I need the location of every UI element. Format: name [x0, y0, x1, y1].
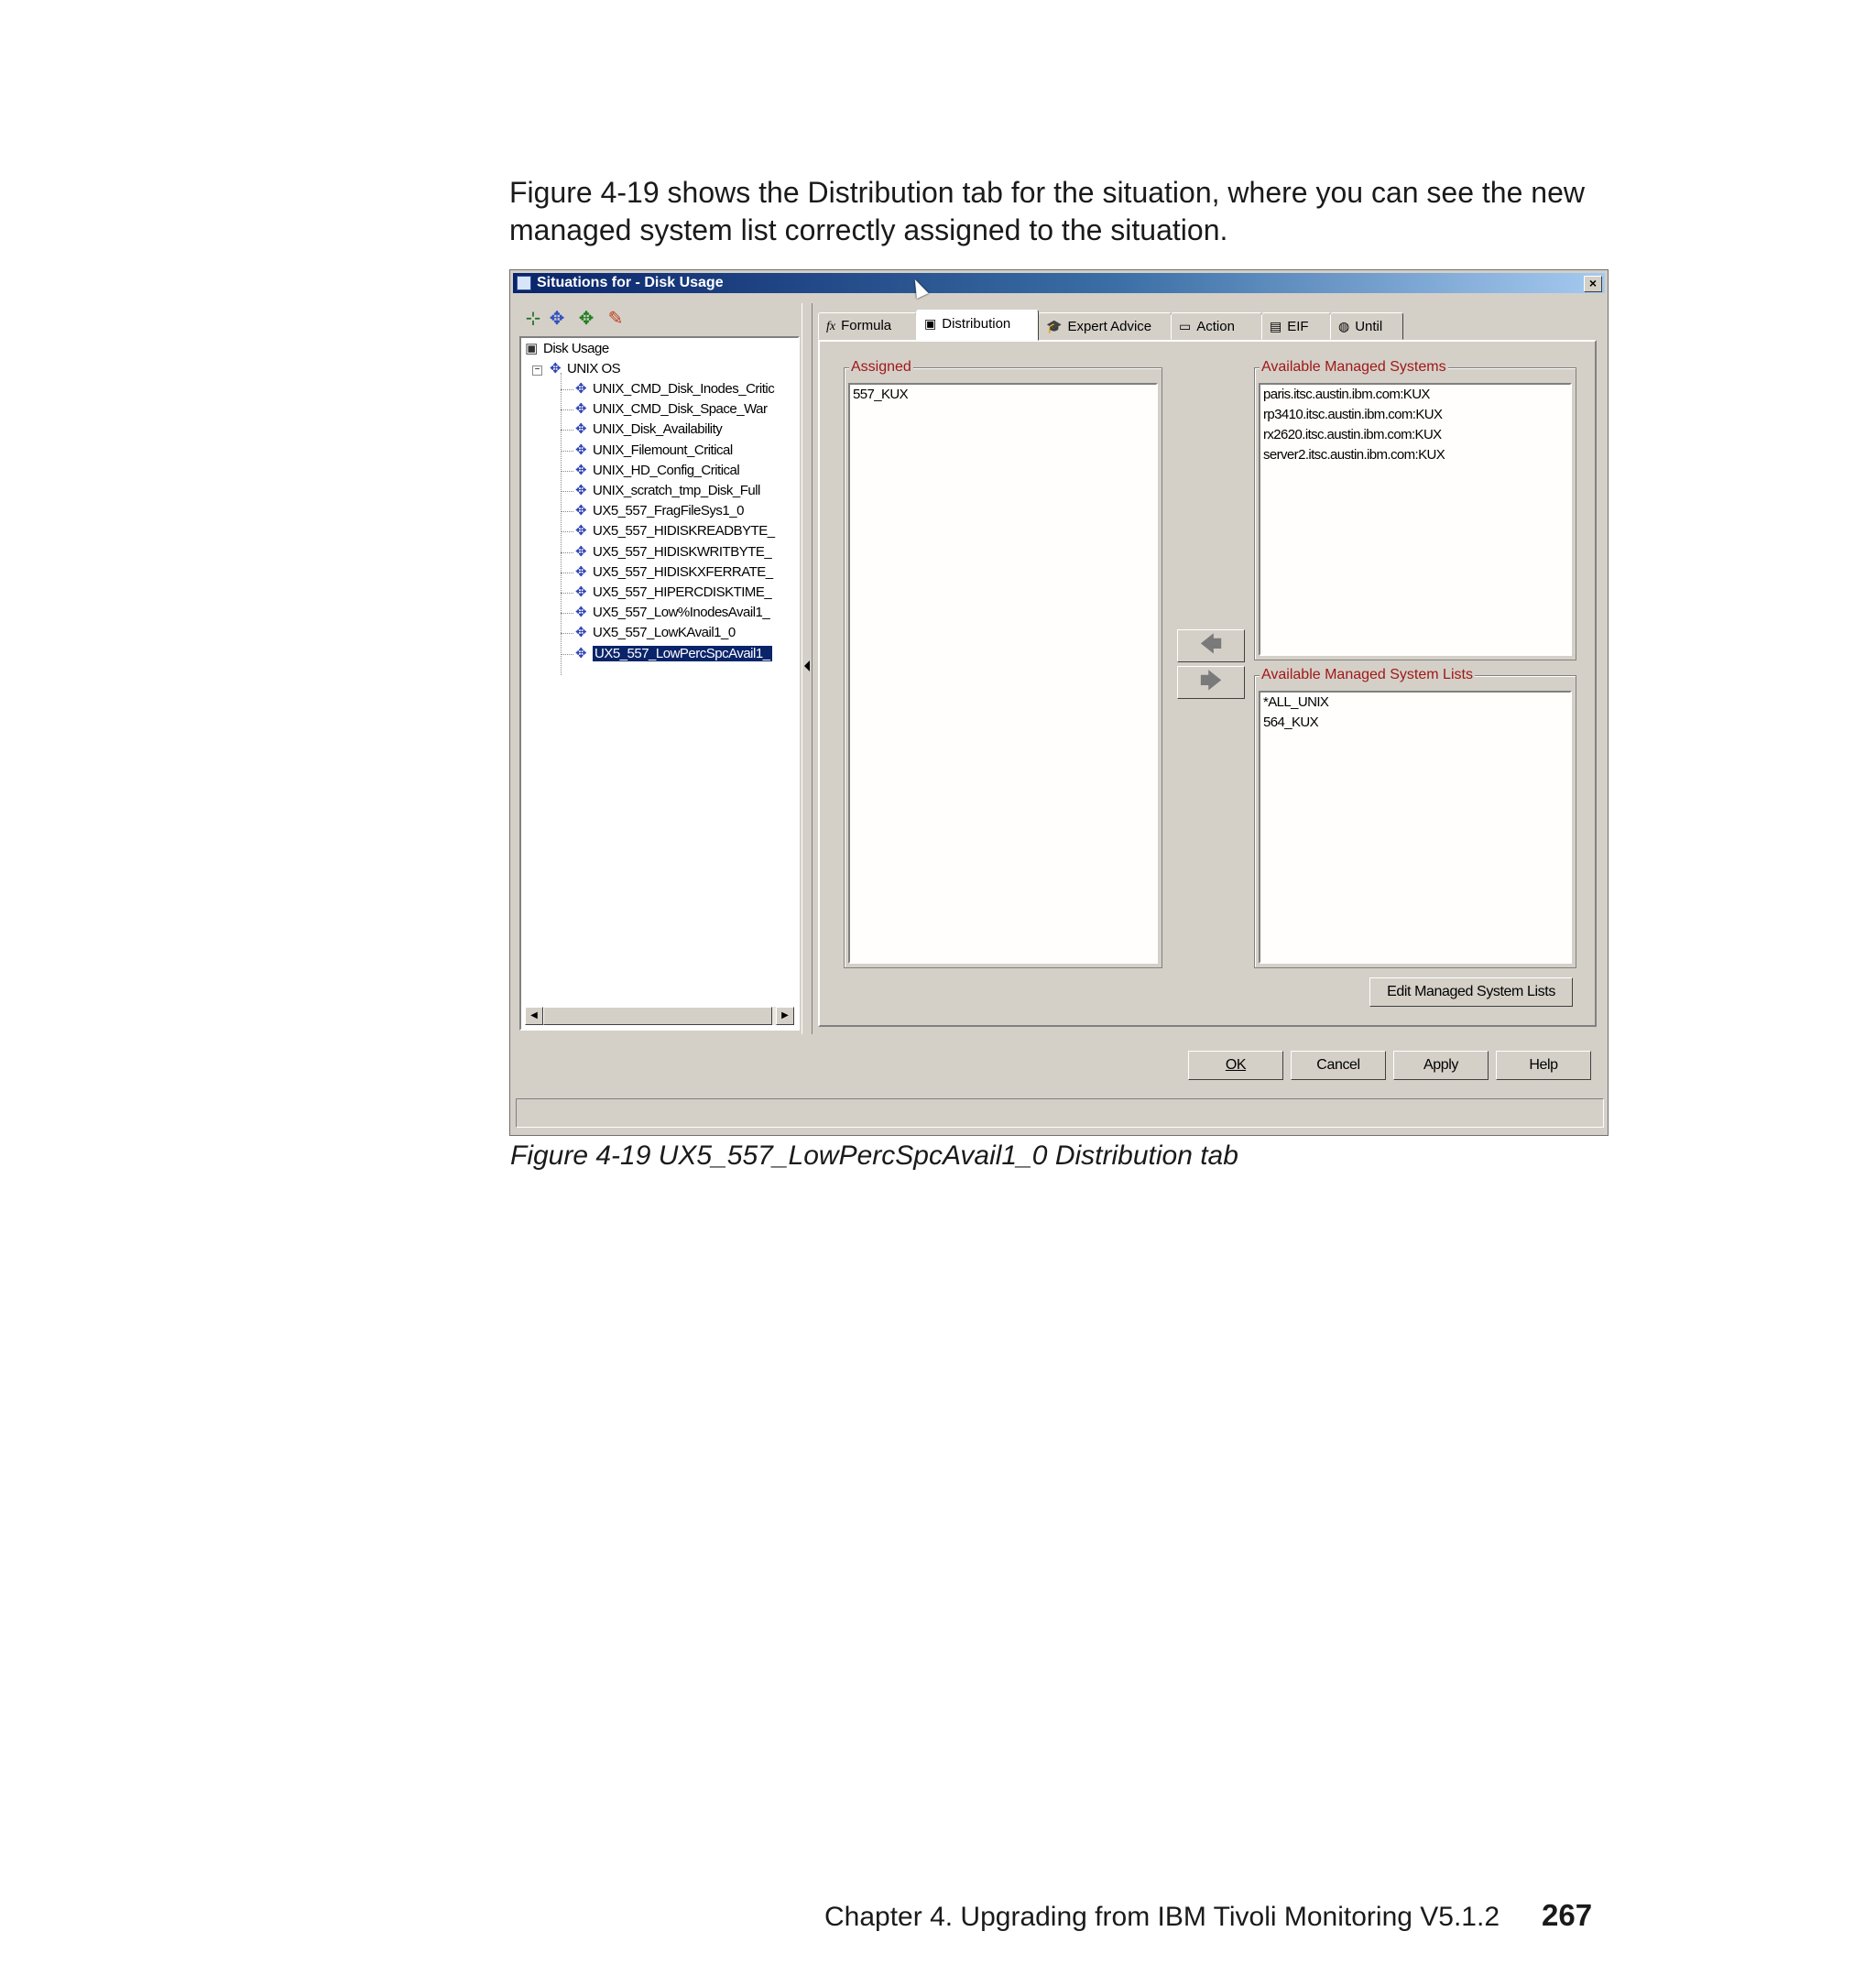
situation-icon: ✥	[574, 563, 587, 580]
help-button[interactable]: Help	[1496, 1051, 1591, 1080]
situation-tree-pane	[519, 303, 809, 1036]
tab-eif[interactable]: ▤ EIF	[1261, 312, 1331, 340]
expert-advice-icon: 🎓	[1046, 319, 1063, 333]
situation-icon: ✥	[574, 503, 587, 519]
tree-item[interactable]: ✥ UNIX_Disk_Availability	[573, 420, 722, 439]
distribution-panel	[818, 340, 1597, 1027]
create-another-icon[interactable]: ✥	[549, 309, 565, 329]
list-item[interactable]: rx2620.itsc.austin.ibm.com:KUX	[1263, 427, 1442, 442]
assigned-list[interactable]	[848, 383, 1158, 964]
tree-toolbar	[519, 303, 809, 334]
situation-icon: ✥	[574, 442, 587, 458]
figure-caption: Figure 4-19 UX5_557_LowPercSpcAvail1_0 Distribution tab	[510, 1140, 1238, 1171]
tree-root-disk-usage[interactable]: ▣ Disk Usage	[523, 340, 609, 358]
move-left-button[interactable]	[1177, 629, 1245, 662]
scroll-thumb[interactable]	[543, 1007, 772, 1025]
situation-icon: ✥	[574, 462, 587, 478]
list-item[interactable]: rp3410.itsc.austin.ibm.com:KUX	[1263, 407, 1443, 422]
page-number: 267	[1542, 1898, 1593, 1932]
list-item[interactable]: 557_KUX	[853, 387, 909, 402]
intro-paragraph: Figure 4-19 shows the Distribution tab for the situation, where you can see the new managed system list correctly assigned to the situation.	[509, 176, 1585, 246]
collapse-arrow-icon[interactable]	[804, 660, 810, 671]
tree-item[interactable]: ✥ UNIX_scratch_tmp_Disk_Full	[573, 482, 760, 500]
available-systems-list[interactable]	[1259, 383, 1572, 656]
available-systems-label: Available Managed Systems	[1261, 359, 1446, 375]
ok-button[interactable]: OK	[1188, 1051, 1283, 1080]
title-bar	[513, 273, 1605, 293]
tree-item[interactable]: ✥ UX5_557_LowKAvail1_0	[573, 624, 736, 642]
list-item[interactable]: 564_KUX	[1263, 715, 1319, 730]
tree-item[interactable]: ✥ UNIX_CMD_Disk_Inodes_Critic	[573, 380, 774, 398]
chapter-title: Chapter 4. Upgrading from IBM Tivoli Monitoring V5.1.2	[824, 1902, 1500, 1932]
tab-action[interactable]: ▭ Action	[1171, 312, 1262, 340]
situation-icon: ✥	[574, 645, 587, 661]
arrow-right-icon: 🡆	[1199, 669, 1223, 693]
eif-icon: ▤	[1270, 319, 1282, 333]
tree-item[interactable]: ✥ UNIX_Filemount_Critical	[573, 442, 733, 460]
tree-item[interactable]: ✥ UX5_557_HIDISKREADBYTE_	[573, 522, 775, 540]
tree-item[interactable]: ✥ UNIX_CMD_Disk_Space_War	[573, 400, 768, 419]
scroll-left-icon[interactable]: ◀	[525, 1007, 543, 1025]
available-systems-group	[1254, 359, 1576, 660]
scroll-right-icon[interactable]: ▶	[776, 1007, 794, 1025]
situations-dialog	[509, 269, 1609, 1136]
situation-icon: ✥	[574, 401, 587, 418]
tree-item[interactable]: ✥ UX5_557_Low%InodesAvail1_	[573, 604, 769, 622]
dialog-title: Situations for - Disk Usage	[537, 275, 724, 290]
assigned-label: Assigned	[851, 359, 911, 375]
mouse-cursor-icon	[909, 277, 928, 299]
situation-icon: ✥	[574, 381, 587, 397]
situation-icon: ✥	[574, 625, 587, 641]
status-bar	[516, 1098, 1604, 1128]
tree-item[interactable]: ✥ UNIX_HD_Config_Critical	[573, 462, 739, 480]
situation-icon: ✥	[574, 605, 587, 621]
tree-item[interactable]: ✥ UX5_557_FragFileSys1_0	[573, 502, 744, 520]
situation-icon: ✥	[574, 584, 587, 600]
pane-splitter[interactable]	[802, 303, 813, 1034]
collapse-icon[interactable]: −	[532, 366, 542, 376]
tree-item[interactable]: ✥ UX5_557_HIPERCDISKTIME_	[573, 584, 771, 602]
folder-icon: ▣	[525, 341, 538, 356]
tree-item[interactable]: ✥ UX5_557_LowPercSpcAvail1_	[573, 645, 772, 663]
available-lists-group	[1254, 667, 1576, 968]
until-icon: ◍	[1338, 319, 1350, 333]
list-item[interactable]: paris.itsc.austin.ibm.com:KUX	[1263, 387, 1430, 402]
situation-icon: ✥	[574, 421, 587, 438]
close-button[interactable]: ×	[1584, 276, 1602, 292]
situation-icon: ✥	[574, 523, 587, 540]
tree-item[interactable]: ✥ UX5_557_HIDISKXFERRATE_	[573, 563, 773, 582]
edit-icon[interactable]: ✥	[578, 309, 594, 329]
edit-managed-system-lists-button[interactable]: Edit Managed System Lists	[1369, 977, 1573, 1007]
tree-item[interactable]: ✥ UX5_557_HIDISKWRITBYTE_	[573, 543, 771, 562]
available-lists-label: Available Managed System Lists	[1261, 667, 1473, 682]
distribution-icon: ▣	[924, 316, 937, 331]
assigned-group	[844, 359, 1162, 968]
formula-icon: fx	[826, 320, 836, 333]
delete-icon[interactable]: ✎	[607, 309, 624, 329]
situation-icon: ✥	[574, 543, 587, 560]
window-icon	[517, 276, 531, 290]
tab-distribution[interactable]: ▣ Distribution	[916, 310, 1039, 341]
new-situation-icon[interactable]: ⊹	[525, 309, 541, 329]
list-item[interactable]: *ALL_UNIX	[1263, 694, 1329, 710]
situation-icon: ✥	[549, 361, 562, 376]
arrow-left-icon: 🡄	[1199, 632, 1223, 657]
situation-icon: ✥	[574, 483, 587, 498]
cancel-button[interactable]: Cancel	[1291, 1051, 1386, 1080]
situation-tree	[519, 336, 800, 1031]
tab-expert-advice[interactable]: 🎓 Expert Advice	[1038, 312, 1172, 340]
tab-formula[interactable]: fx Formula	[818, 312, 917, 340]
tab-until[interactable]: ◍ Until	[1330, 312, 1403, 340]
tree-group-unix-os[interactable]: ✥ UNIX OS	[547, 360, 620, 378]
apply-button[interactable]: Apply	[1393, 1051, 1489, 1080]
horizontal-scrollbar[interactable]	[525, 1007, 794, 1025]
available-lists-list[interactable]	[1259, 691, 1572, 964]
page-footer	[824, 1898, 1592, 1933]
action-icon: ▭	[1179, 319, 1192, 333]
move-right-button[interactable]	[1177, 666, 1245, 699]
list-item[interactable]: server2.itsc.austin.ibm.com:KUX	[1263, 447, 1445, 463]
